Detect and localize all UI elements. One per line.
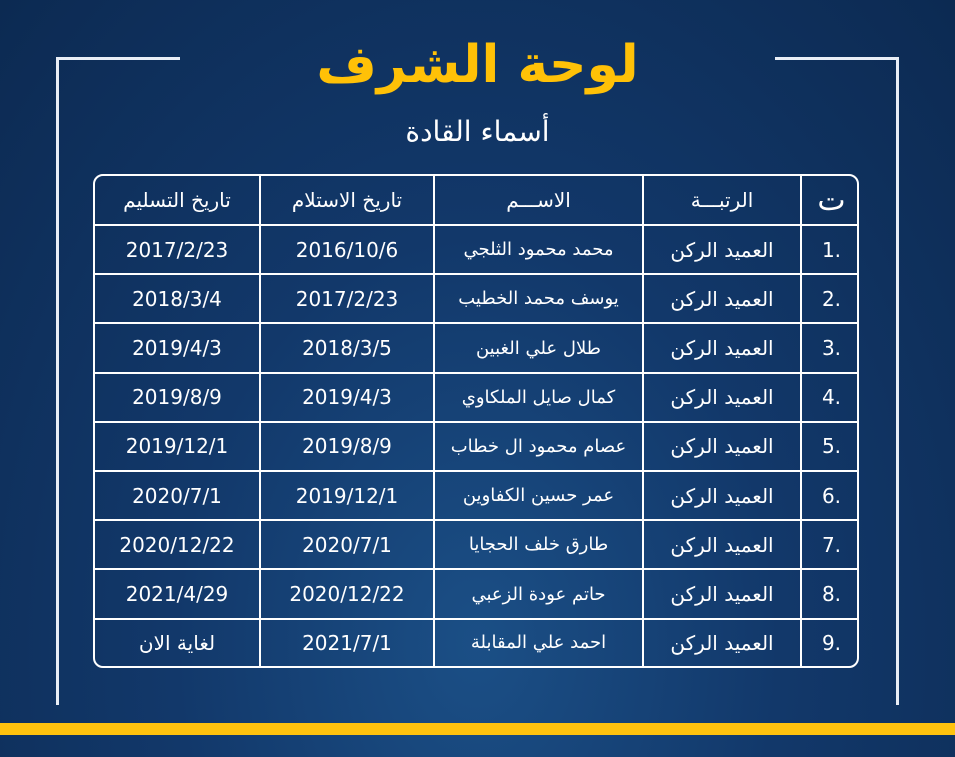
row-name: محمد محمود الثلجي [434,225,643,274]
table-row [95,274,859,323]
row-name: احمد علي المقابلة [434,619,643,666]
bottom-accent-bar [0,723,955,735]
header-name: الاســـم [434,176,643,225]
row-num: 8. [801,569,859,618]
row-handed: 2018/3/4 [95,274,260,323]
row-rank: العميد الركن [643,471,801,520]
table-row [95,422,859,471]
table-row [95,569,859,618]
row-handed: 2019/4/3 [95,323,260,372]
row-num: 4. [801,373,859,422]
row-rank: العميد الركن [643,373,801,422]
row-name: عمر حسين الكفاوين [434,471,643,520]
row-received: 2017/2/23 [260,274,434,323]
row-name: يوسف محمد الخطيب [434,274,643,323]
table-row [95,619,859,666]
row-handed: 2020/12/22 [95,520,260,569]
header-handed: تاريخ التسليم [95,176,260,225]
row-rank: العميد الركن [643,274,801,323]
row-name: كمال صايل الملكاوي [434,373,643,422]
row-rank: العميد الركن [643,619,801,666]
table-header-row [95,176,859,225]
table-row [95,225,859,274]
row-num: 7. [801,520,859,569]
page-subtitle: أسماء القادة [405,115,550,148]
row-rank: العميد الركن [643,569,801,618]
header-received: تاريخ الاستلام [260,176,434,225]
leaders-table [93,174,859,668]
row-rank: العميد الركن [643,422,801,471]
row-num: 9. [801,619,859,666]
row-name: طلال علي الغبين [434,323,643,372]
table-row [95,471,859,520]
row-rank: العميد الركن [643,225,801,274]
row-received: 2016/10/6 [260,225,434,274]
header-rank: الرتبـــة [643,176,801,225]
row-num: 1. [801,225,859,274]
row-received: 2019/12/1 [260,471,434,520]
row-name: عصام محمود ال خطاب [434,422,643,471]
table-row [95,520,859,569]
row-num: 5. [801,422,859,471]
row-handed: 2020/7/1 [95,471,260,520]
row-received: 2020/12/22 [260,569,434,618]
row-num: 6. [801,471,859,520]
frame-right [896,57,899,705]
frame-left [56,57,59,705]
row-received: 2021/7/1 [260,619,434,666]
row-handed: 2017/2/23 [95,225,260,274]
row-handed: 2021/4/29 [95,569,260,618]
page-title: لوحة الشرف [316,35,639,95]
row-handed: لغاية الان [95,619,260,666]
row-rank: العميد الركن [643,520,801,569]
row-name: طارق خلف الحجايا [434,520,643,569]
row-rank: العميد الركن [643,323,801,372]
row-received: 2019/8/9 [260,422,434,471]
row-received: 2020/7/1 [260,520,434,569]
row-num: 2. [801,274,859,323]
table-row [95,323,859,372]
row-received: 2019/4/3 [260,373,434,422]
row-name: حاتم عودة الزعبي [434,569,643,618]
row-handed: 2019/12/1 [95,422,260,471]
row-num: 3. [801,323,859,372]
row-received: 2018/3/5 [260,323,434,372]
header-num: ت [801,176,859,225]
table-row [95,373,859,422]
row-handed: 2019/8/9 [95,373,260,422]
